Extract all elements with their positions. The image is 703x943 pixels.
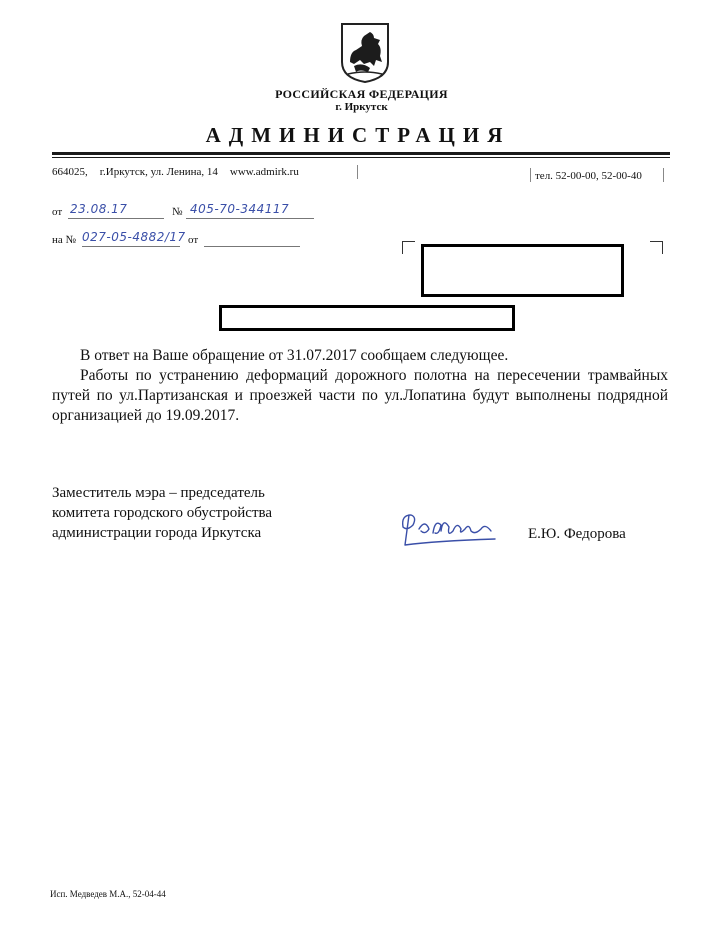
position-line: администрации города Иркутска bbox=[52, 525, 262, 541]
position-line: Заместитель мэра – председатель bbox=[52, 485, 265, 501]
street-address: г.Иркутск, ул. Ленина, 14 bbox=[99, 166, 218, 178]
letter-body bbox=[52, 346, 668, 426]
divider bbox=[663, 168, 664, 182]
divider bbox=[357, 165, 358, 179]
country-name: РОССИЙСКАЯ ФЕДЕРАЦИЯ bbox=[275, 87, 448, 101]
date-underline bbox=[68, 218, 164, 219]
city-name: г. Иркутск bbox=[335, 101, 388, 113]
outgoing-date: 23.08.17 bbox=[70, 202, 128, 216]
signatory-name: Е.Ю. Федорова bbox=[528, 526, 626, 542]
redacted-addressee bbox=[421, 244, 624, 297]
header-rule-thick bbox=[52, 152, 670, 155]
executor-info: Исп. Медведев М.А., 52-04-44 bbox=[50, 889, 166, 899]
redacted-subject bbox=[219, 305, 515, 331]
date-label: от bbox=[52, 206, 63, 218]
website-link[interactable]: www.admirk.ru bbox=[229, 166, 299, 178]
body-paragraph: В ответ на Ваше обращение от 31.07.2017 сообщаем следующее. bbox=[80, 347, 509, 364]
divider bbox=[530, 168, 531, 182]
signatory-position bbox=[52, 483, 272, 543]
number-label: № bbox=[172, 206, 183, 218]
organization-title: АДМИНИСТРАЦИЯ bbox=[205, 123, 511, 147]
handwritten-signature bbox=[395, 505, 500, 555]
addressee-corner-right bbox=[650, 241, 663, 254]
outgoing-number: 405-70-344117 bbox=[190, 202, 290, 216]
body-paragraph: Работы по устранению деформаций дорожного полотна на пересечении трамвайных путей по ул.Партизанская и проезжей части по ул.Лопатина будут выполнены подрядной организацией до 19.09.2017. bbox=[52, 367, 668, 424]
reply-date-underline bbox=[204, 246, 300, 247]
postcode: 664025, bbox=[52, 166, 88, 178]
address-line bbox=[52, 166, 299, 178]
reply-number-underline bbox=[82, 246, 180, 247]
header-rule-thin bbox=[52, 157, 670, 158]
position-line: комитета городского обустройства bbox=[52, 505, 273, 521]
reply-date-label: от bbox=[188, 234, 199, 246]
phone-numbers: тел. 52-00-00, 52-00-40 bbox=[535, 170, 642, 182]
addressee-corner-left bbox=[402, 241, 415, 254]
irkutsk-coat-of-arms-icon bbox=[340, 22, 390, 84]
number-underline bbox=[186, 218, 314, 219]
reply-number-label: на № bbox=[52, 234, 77, 246]
reply-number: 027-05-4882/17 bbox=[82, 230, 186, 244]
